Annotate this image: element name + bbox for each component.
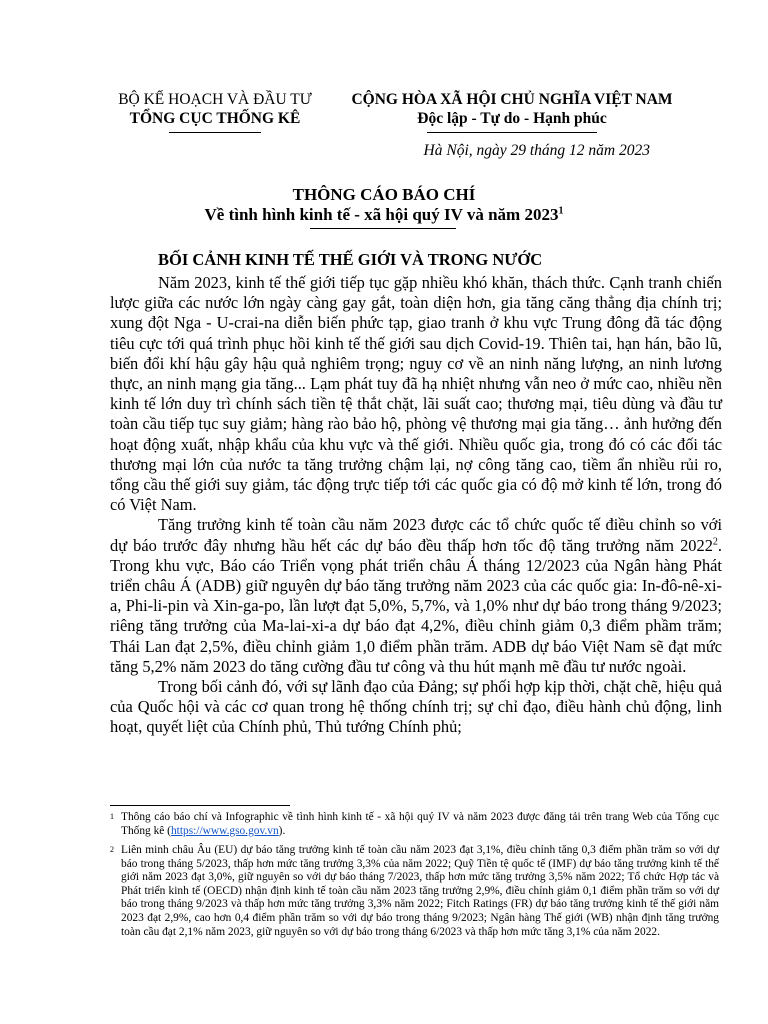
footnote-1-end: ). — [278, 824, 286, 837]
footnote-2-number: 2 — [110, 845, 114, 854]
footnote-ref-1[interactable]: 1 — [558, 205, 564, 217]
paragraph-1: Năm 2023, kinh tế thế giới tiếp tục gặp nhiều khó khăn, thách thức. Cạnh tranh chiến lược giữa các nước lớn ngày càng gay gắt, toàn diện hơn, gia tăng căng thẳng địa chính trị; xung đột Nga - U-crai-na diễn biến phức tạp, giao tranh ở khu vực Trung đông đã tác động tiêu cực tới quá trình phục hồi kinh tế thế giới sau dịch Covid-19. Thiên tai, hạn hán, bão lũ, biến đổi khí hậu gây hậu quả nghiêm trọng; nguy cơ về an ninh năng lượng, an ninh lương thực, an ninh mạng gia tăng... Lạm phát tuy đã hạ nhiệt nhưng vẫn neo ở mức cao, nhiều nền kinh tế lớn duy trì chính sách tiền tệ thắt chặt, lãi suất cao; thương mại, tiêu dùng và đầu tư toàn cầu tiếp tục suy giảm; hàng rào bảo hộ, phòng vệ thương mại gia tăng… ảnh hưởng đến hoạt động xuất, nhập khẩu của khu vực và thế giới. Nhiều quốc gia, trong đó có các đối tác thương mại lớn của nước ta tăng trưởng chậm lại, nợ công tăng cao, tiềm ẩn nhiều rủi ro, tổng cầu thế giới suy giảm, tác động trực tiếp tới các quốc gia có độ mở kinh tế lớn, trong đó có Việt Nam. — [110, 273, 722, 515]
footnote-separator — [110, 805, 290, 806]
issuer-block — [100, 90, 330, 133]
subtitle-text: Về tình hình kinh tế - xã hội quý IV và năm 2023 — [204, 205, 559, 224]
national-motto: Độc lập - Tự do - Hạnh phúc — [417, 110, 607, 127]
footnote-2-text: Liên minh châu Âu (EU) dự báo tăng trưởng kinh tế toàn cầu năm 2023 đạt 3,1%, điều chỉnh tăng 0,3 điểm phần trăm so với dự báo trong tháng 5/2023, thấp hơn mức tăng trưởng 3,3% của năm 2022; Quỹ Tiền tệ quốc tế (IMF) dự báo tăng trưởng kinh tế thế giới năm 2023 đạt 3,0%, giữ nguyên so với dự báo tháng 7/2023, thấp hơn mức tăng trưởng 3,5% năm 2022; Tổ chức Hợp tác và Phát triển kinh tế (OECD) nhận định kinh tế toàn cầu năm 2023 tăng trưởng 2,9%, điều chỉnh giảm 0,1 điểm phần trăm so với dự báo trong tháng 9/2023 và thấp hơn mức tăng trưởng 3,3% năm 2022; Fitch Ratings (FR) dự báo tăng trưởng kinh tế thế giới năm 2023 đạt 2,9%, cao hơn 0,4 điểm phần trăm so với dự báo trong tháng 9/2023; Ngân hàng Thế giới (WB) nhận định tăng trưởng toàn cầu đạt 2,1% năm 2023, giữ nguyên so với dự báo trong tháng 6/2023 và thấp hơn mức tăng 3,1% của năm 2022. — [121, 844, 719, 938]
ministry-name: BỘ KẾ HOẠCH VÀ ĐẦU TƯ — [118, 91, 312, 108]
paragraph-2-part-2: . Trong khu vực, Báo cáo Triển vọng phát triển châu Á tháng 12/2023 của Ngân hàng Phát triển châu Á (ADB) giữ nguyên dự báo tăng trưởng năm 2023 của các quốc gia: In-đô-nê-xi-a, Phi-li-pin và Xin-ga-po, lần lượt đạt 5,0%, 5,7%, và 1,0% như dự báo trong tháng 9/2023; riêng tăng trưởng của Ma-lai-xi-a dự báo đạt 4,2%, điều chỉnh giảm 0,3 điểm phầm trăm; Thái Lan đạt 2,5%, điều chỉnh giảm 1,0 điểm phần trăm. ADB dự báo Việt Nam sẽ đạt mức tăng 5,2% năm 2023 do tăng cường đầu tư công và thu hút mạnh mẽ đầu tư nước ngoài. — [110, 535, 722, 676]
paragraph-3: Trong bối cảnh đó, với sự lãnh đạo của Đảng; sự phối hợp kịp thời, chặt chẽ, hiệu quả của Quốc hội và các cơ quan trong hệ thống chính trị; sự chỉ đạo, điều hành chủ động, linh hoạt, quyết liệt của Chính phủ, Thủ tướng Chính phủ; — [110, 677, 722, 737]
document-date: Hà Nội, ngày 29 tháng 12 năm 2023 — [423, 142, 650, 159]
document-title: THÔNG CÁO BÁO CHÍ — [292, 185, 476, 204]
paragraph-2 — [110, 515, 722, 677]
agency-name: TỔNG CỤC THỐNG KÊ — [129, 110, 301, 127]
footnote-1-body: Thông cáo báo chí và Infographic về tình hình kinh tế - xã hội quý IV và năm 2023 được đăng tải trên trang Web của Tổng cục Thống kê ( — [121, 811, 719, 837]
footnote-1-number: 1 — [110, 812, 114, 821]
national-motto-block — [332, 90, 692, 133]
country-name: CỘNG HÒA XÃ HỘI CHỦ NGHĨA VIỆT NAM — [351, 91, 673, 108]
motto-underline — [427, 132, 597, 133]
footnote-ref-2[interactable]: 2 — [712, 536, 718, 548]
subtitle-underline — [310, 228, 456, 229]
section-heading: BỐI CẢNH KINH TẾ THẾ GIỚI VÀ TRONG NƯỚC — [158, 250, 543, 269]
gso-website-link[interactable]: https://www.gso.gov.vn — [170, 824, 279, 837]
body-text — [110, 273, 722, 738]
issuer-underline — [169, 132, 261, 133]
document-subtitle — [0, 204, 768, 226]
footnote-1-text — [121, 811, 719, 838]
paragraph-2-part-1: Tăng trưởng kinh tế toàn cầu năm 2023 được các tổ chức quốc tế điều chỉnh so với dự báo trước đây nhưng hầu hết các dự báo đều thấp hơn tốc độ tăng trưởng năm 2022 — [110, 515, 722, 555]
footnote-2 — [110, 844, 722, 939]
footnote-1 — [110, 811, 722, 838]
